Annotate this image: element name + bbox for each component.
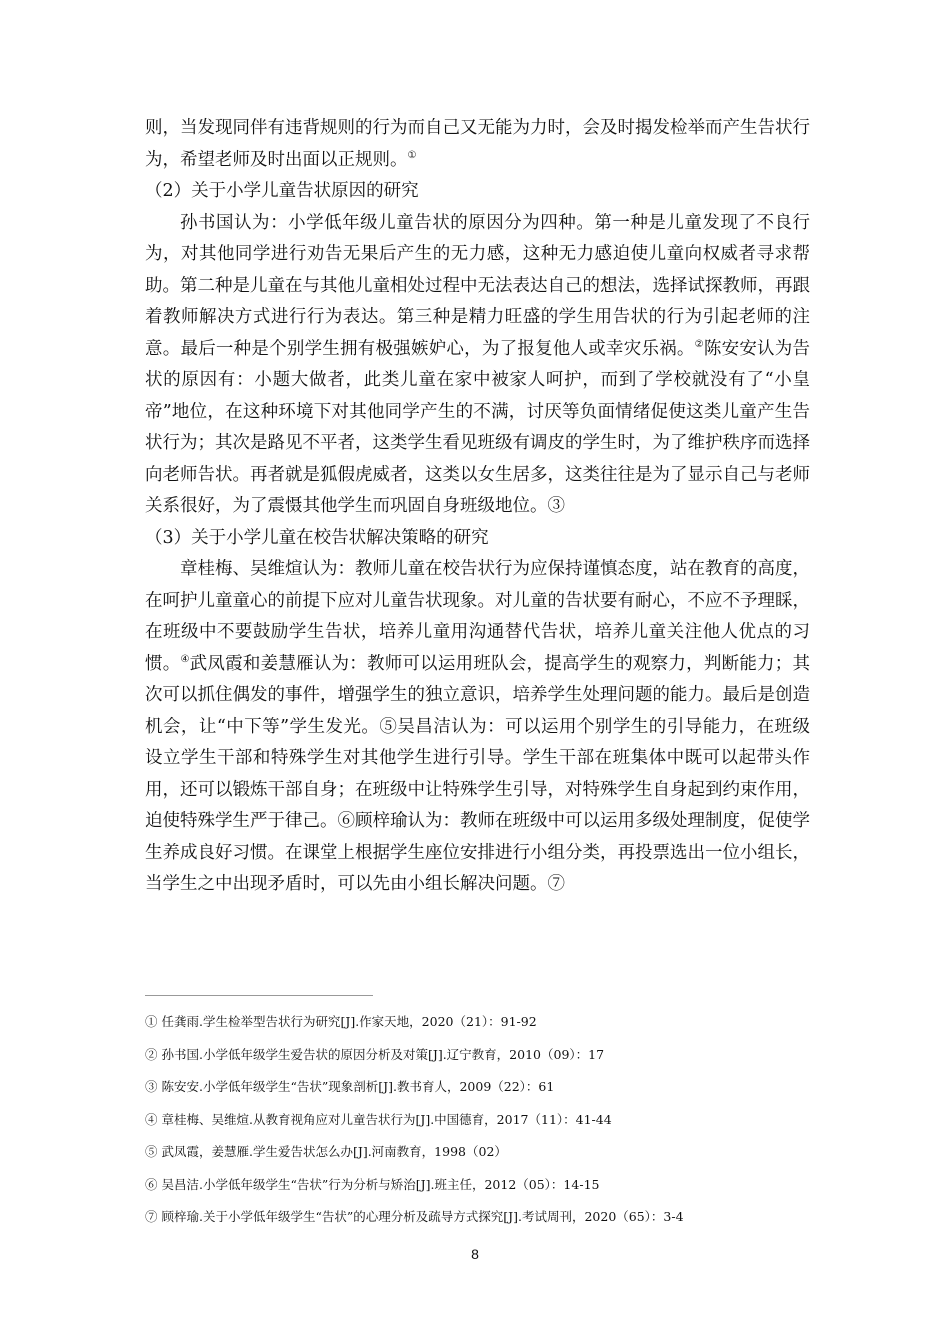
paragraph-causes: 孙书国认为：小学低年级儿童告状的原因分为四种。第一种是儿童发现了不良行为，对其他同学进行劝告无果后产生的无力感，这种无力感迫使儿童向权威者寻求帮助。第二种是儿童在与其他儿童相处过程中无法表达自己的想法，选择试探教师，再跟着教师解决方式进行行为表达。第三种是精力旺盛的学生用告状的行为引起老师的注意。最后一种是个别学生拥有极强嫉妒心，为了报复他人或幸灾乐祸。②陈安安认为告状的原因有：小题大做者，此类儿童在家中被家人呵护，而到了学校就没有了“小皇帝”地位，在这种环境下对其他同学产生的不满，讨厌等负面情绪促使这类儿童产生告状行为；其次是路见不平者，这类学生看见班级有调皮的学生时，为了维护秩序而选择向老师告状。再者就是狐假虎威者，这类以女生居多，这类往往是为了显示自己与老师关系很好，为了震慑其他学生而巩固自身班级地位。③ xyxy=(145,212,811,516)
footnote-separator xyxy=(145,995,373,996)
section-heading-2: （2）关于小学儿童告状原因的研究 xyxy=(145,181,419,201)
paragraph-continuation: 则，当发现同伴有违背规则的行为而自己又无能为力时，会及时揭发检举而产生告状行为，希望老师及时出面以正规则。① xyxy=(145,118,810,170)
footnote-ref-1: ① xyxy=(407,149,417,161)
footnote-4: ④ 章桂梅、吴维煊.从教育视角应对儿童告状行为[J].中国德育，2017（11）：41-44 xyxy=(145,1111,612,1127)
footnote-5: ⑤ 武凤霞，姜慧雁.学生爱告状怎么办[J].河南教育，1998（02） xyxy=(145,1144,507,1159)
footnote-1: ① 任龚雨.学生检举型告状行为研究[J].作家天地，2020（21）：91-92 xyxy=(145,1014,537,1029)
body-text xyxy=(145,113,810,901)
footnote-ref-4: ④ xyxy=(180,653,190,665)
footnotes xyxy=(145,1014,810,1242)
section-heading-3: （3）关于小学儿童在校告状解决策略的研究 xyxy=(145,527,489,548)
footnote-ref-2: ② xyxy=(694,338,704,350)
footnote-7: ⑦ 顾梓瑜.关于小学低年级学生“告状”的心理分析及疏导方式探究[J].考试周刊，2020（65）：3-4 xyxy=(145,1209,684,1224)
footnote-6: ⑥ 吴昌洁.小学低年级学生“告状”行为分析与矫治[J].班主任，2012（05）：14-15 xyxy=(145,1176,600,1192)
page-number: 8 xyxy=(471,1246,479,1262)
footnote-3: ③ 陈安安.小学低年级学生“告状”现象剖析[J].教书育人，2009（22）：61 xyxy=(145,1079,555,1094)
paragraph-strategies: 章桂梅、吴维煊认为：教师儿童在校告状行为应保持谨慎态度，站在教育的高度，在呵护儿童童心的前提下应对儿童告状现象。对儿童的告状要有耐心，不应不予理睬，在班级中不要鼓励学生告状，培养儿童用沟通替代告状，培养儿童关注他人优点的习惯。④武凤霞和姜慧雁认为：教师可以运用班队会，提高学生的观察力，判断能力；其次可以抓住偶发的事件，增强学生的独立意识，培养学生处理问题的能力。最后是创造机会，让“中下等”学生发光。⑤吴昌洁认为：可以运用个别学生的引导能力，在班级设立学生干部和特殊学生对其他学生进行引导。学生干部在班集体中既可以起带头作用，还可以锻炼干部自身；在班级中让特殊学生引导，对特殊学生自身起到约束作用，迫使特殊学生严于律己。⑥顾梓瑜认为：教师在班级中可以运用多级处理制度，促使学生养成良好习惯。在课堂上根据学生座位安排进行小组分类，再投票选出一位小组长，当学生之中出现矛盾时，可以先由小组长解决问题。⑦ xyxy=(145,559,811,894)
footnote-2: ② 孙书国.小学低年级学生爱告状的原因分析及对策[J].辽宁教育，2010（09）：17 xyxy=(145,1046,605,1062)
